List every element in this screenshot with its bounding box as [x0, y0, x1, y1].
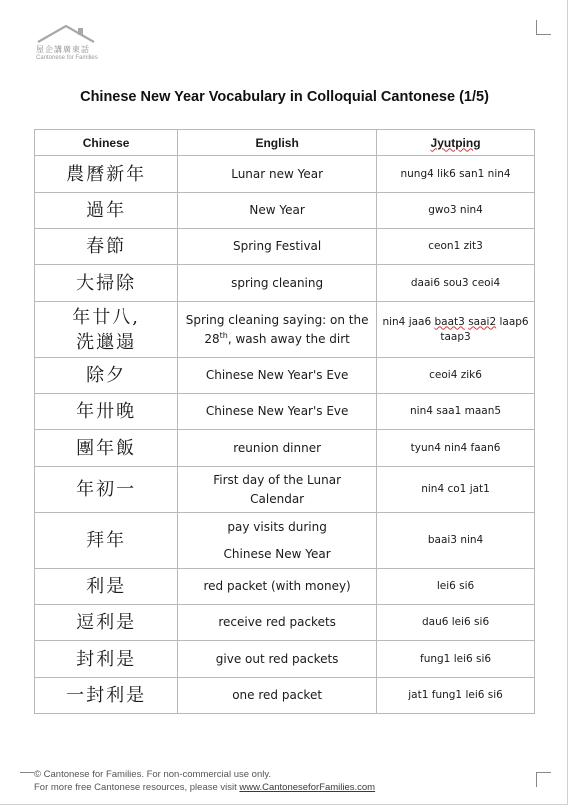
jyutping-cell: gwo3 nin4	[377, 193, 535, 229]
english-line: Chinese New Year	[223, 546, 331, 561]
table-header-row	[35, 130, 535, 156]
jyutping-cell: ceon1 zit3	[377, 229, 535, 265]
english-line: pay visits during	[227, 519, 327, 534]
chinese-cell: 年卅晚	[35, 394, 178, 430]
table-row	[35, 394, 535, 430]
chinese-cell: 封利是	[35, 641, 178, 678]
corner-mark-bottom-right	[536, 772, 551, 787]
chinese-cell: 大掃除	[35, 265, 178, 302]
chinese-cell	[35, 302, 178, 358]
jyutping-cell: jat1 fung1 lei6 si6	[377, 678, 535, 714]
table-row	[35, 302, 535, 358]
jyutping-cell	[377, 302, 535, 358]
footer-resources-text: For more free Cantonese resources, please visit	[34, 782, 240, 793]
house-logo-icon	[34, 24, 98, 44]
header-jyutping	[377, 130, 535, 156]
website-link[interactable]: www.CantoneseforFamilies.com	[239, 782, 376, 793]
header-chinese: Chinese	[35, 130, 178, 156]
footer-rule	[20, 772, 34, 773]
table-row	[35, 467, 535, 513]
footer-resources	[34, 781, 375, 794]
table-row	[35, 430, 535, 467]
table-row	[35, 358, 535, 394]
table-row	[35, 229, 535, 265]
english-cell	[178, 467, 377, 513]
chinese-cell: 拜年	[35, 513, 178, 569]
header-jyutping-text: Jyutping	[430, 135, 481, 150]
jyutping-flagged-word: baat3	[434, 315, 465, 328]
logo-chinese-text: 屋企講廣東話	[36, 45, 90, 54]
jyutping-cell: nung4 lik6 san1 nin4	[377, 156, 535, 193]
jyutping-cell: daai6 sou3 ceoi4	[377, 265, 535, 302]
english-line: First day of the Lunar	[213, 472, 342, 487]
table-row	[35, 513, 535, 569]
jyutping-text: laap6 taap3	[440, 315, 529, 343]
chinese-cell: 年初一	[35, 467, 178, 513]
chinese-cell: 過年	[35, 193, 178, 229]
jyutping-cell: baai3 nin4	[377, 513, 535, 569]
chinese-cell: 逗利是	[35, 605, 178, 641]
english-line: Calendar	[250, 491, 305, 506]
jyutping-cell: fung1 lei6 si6	[377, 641, 535, 678]
jyutping-cell: nin4 co1 jat1	[377, 467, 535, 513]
english-cell: New Year	[178, 193, 377, 229]
english-cell: Chinese New Year's Eve	[178, 358, 377, 394]
vocabulary-table	[34, 129, 535, 714]
english-cell: Spring Festival	[178, 229, 377, 265]
english-cell: Chinese New Year's Eve	[178, 394, 377, 430]
english-cell: red packet (with money)	[178, 569, 377, 605]
corner-mark-top-right	[536, 20, 551, 35]
jyutping-cell: dau6 lei6 si6	[377, 605, 535, 641]
chinese-cell: 利是	[35, 569, 178, 605]
footer-copyright: © Cantonese for Families. For non-commercial use only.	[34, 769, 272, 780]
table-row	[35, 265, 535, 302]
table-row	[35, 678, 535, 714]
english-cell: receive red packets	[178, 605, 377, 641]
english-text: Spring cleaning saying: on the 28	[185, 312, 369, 346]
chinese-line: 洗邋遢	[76, 331, 137, 353]
chinese-cell: 春節	[35, 229, 178, 265]
jyutping-cell: nin4 saa1 maan5	[377, 394, 535, 430]
english-cell: spring cleaning	[178, 265, 377, 302]
chinese-cell: 除夕	[35, 358, 178, 394]
english-text: , wash away the dirt	[227, 331, 350, 346]
logo-english-text: Cantonese for Families	[36, 55, 98, 61]
chinese-cell: 農曆新年	[35, 156, 178, 193]
table-row	[35, 569, 535, 605]
table-row	[35, 156, 535, 193]
english-cell: Lunar new Year	[178, 156, 377, 193]
jyutping-text: nin4 jaa6	[382, 315, 435, 328]
header-english: English	[178, 130, 377, 156]
ordinal-suffix: th	[219, 330, 228, 340]
english-cell	[178, 302, 377, 358]
jyutping-flagged-word: saai2	[468, 315, 497, 328]
jyutping-cell: ceoi4 zik6	[377, 358, 535, 394]
chinese-line: 年廿八,	[72, 306, 140, 328]
table-row	[35, 605, 535, 641]
footer	[34, 768, 375, 794]
table-row	[35, 193, 535, 229]
english-cell: give out red packets	[178, 641, 377, 678]
document-title: Chinese New Year Vocabulary in Colloquial Cantonese (1/5)	[80, 89, 489, 105]
chinese-cell: 一封利是	[35, 678, 178, 714]
logo	[30, 24, 106, 64]
jyutping-cell: lei6 si6	[377, 569, 535, 605]
table-row	[35, 641, 535, 678]
english-cell: one red packet	[178, 678, 377, 714]
jyutping-cell: tyun4 nin4 faan6	[377, 430, 535, 467]
english-cell	[178, 513, 377, 569]
chinese-cell: 團年飯	[35, 430, 178, 467]
english-cell: reunion dinner	[178, 430, 377, 467]
